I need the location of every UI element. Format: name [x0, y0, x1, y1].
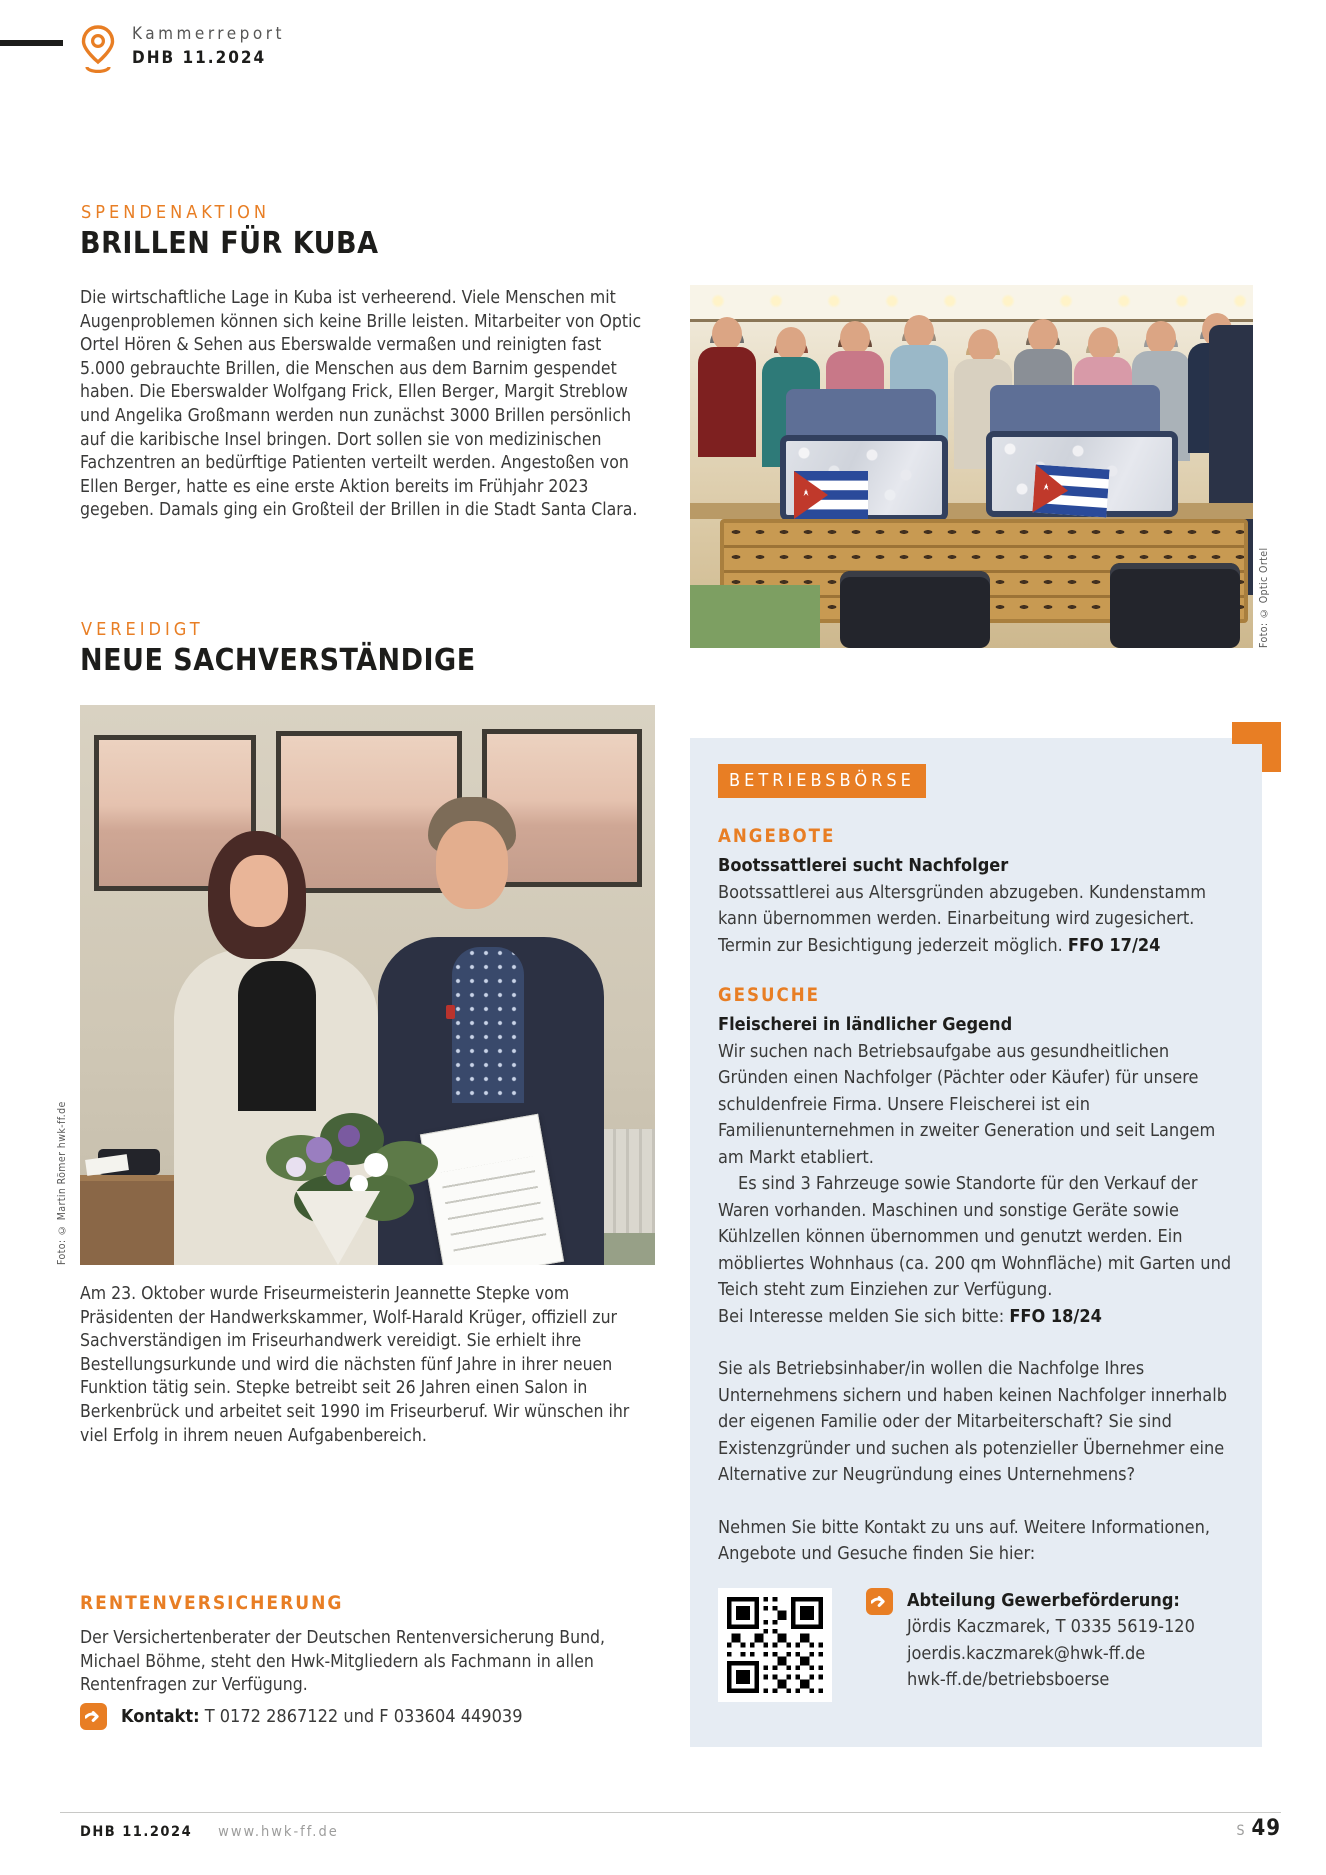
gesuche-heading: GESUCHE [718, 985, 821, 1006]
rente-contact-value: T 0172 2867122 und F 033604 449039 [204, 1705, 523, 1727]
angebote-heading: ANGEBOTE [718, 826, 836, 847]
boerse-contact-row [718, 1588, 1235, 1702]
footer-issue: DHB 11.2024 [80, 1824, 193, 1840]
cuban-flag [794, 471, 868, 519]
footer-page-prefix: S [1236, 1823, 1245, 1839]
rente-contact-row [80, 1703, 523, 1730]
arrow-icon [80, 1703, 107, 1730]
photo1-dark-suitcase [840, 571, 990, 648]
page-header [74, 24, 285, 76]
boerse-contact-line: joerdis.kaczmarek@hwk-ff.de [907, 1642, 1146, 1664]
betriebsboerse-badge: BETRIEBSBÖRSE [718, 764, 926, 798]
photo2-man-face [436, 821, 508, 909]
brand-kicker: Kammerreport [132, 24, 285, 44]
angebot-body: Bootssattlerei aus Altersgründen abzugeben. Kundenstamm kann übernommen werden. Einarbeitung wird zugesichert. Termin zur Besichtigung jederzeit möglich. FFO 17/24 [718, 881, 1207, 956]
footer-page-number: 49 [1251, 1816, 1281, 1841]
article-kuba-title: BRILLEN FÜR KUBA [80, 226, 379, 261]
gesuch-title: Fleischerei in ländlicher Gegend [718, 1014, 1013, 1035]
boerse-contact-line: hwk-ff.de/betriebsboerse [907, 1669, 1110, 1690]
gesuch-ref: FFO 18/24 [1009, 1305, 1102, 1327]
rente-body: Der Versichertenberater der Deutschen Rentenversicherung Bund, Michael Böhme, steht den Hwk-Mitgliedern als Fachmann in allen Rentenfragen zur Verfügung. [80, 1628, 606, 1696]
photo1-credit: Foto: © Optic Ortel [1258, 547, 1270, 648]
brand-text [132, 24, 285, 76]
photo2-lapel-pin [446, 1005, 455, 1019]
location-pin-icon [74, 24, 122, 76]
footer-page [1236, 1816, 1281, 1841]
article-vereidigt-title: NEUE SACHVERSTÄNDIGE [80, 643, 476, 678]
rente-contact [121, 1705, 523, 1729]
photo1-dark-suitcase [1110, 563, 1240, 648]
photo2-woman-top [238, 961, 316, 1111]
photo2-painting [276, 731, 462, 893]
photo-brillen-kuba [690, 285, 1253, 648]
gesuch-p2: Es sind 3 Fahrzeuge sowie Standorte für den Verkauf der Waren vorhanden. Maschinen und sonstige Geräte sowie Kühlzellen können übernommen und genutzt werden. Ein möbliertes Wohnhaus (ca. 200 qm Wohnfläche) mit Garten und Teich steht zum Einziehen zur Verfügung. [718, 1173, 1232, 1300]
boerse-contact-line: Jördis Kaczmarek, T 0335 5619-120 [907, 1616, 1195, 1637]
footer-rule [60, 1812, 1281, 1813]
article-kuba-kicker: SPENDENAKTION [81, 202, 271, 223]
photo2-credit: Foto: © Martin Römer hwk-ff.de [56, 1101, 68, 1265]
photo1-person [696, 327, 758, 457]
footer-left [80, 1824, 339, 1840]
article-kuba-body: Die wirtschaftliche Lage in Kuba ist verheerend. Viele Menschen mit Augenproblemen können sich keine Brille leisten. Mitarbeiter von Optic Ortel Hören & Sehen aus Eberswalde vermaßen und reinigten fast 5.000 gebrauchte Brillen, die Menschen aus dem Barnim gespendet haben. Die Eberswalder Wolfgang Frick, Ellen Berger, Margit Streblow und Angelika Großmann werden nun zunächst 3000 Brillen persönlich auf die karibische Insel bringen. Dort sollen sie von medizinischen Fachzentren an bedürftige Patienten verteilt werden. Angestoßen von Ellen Berger, hatte es eine erste Aktion bereits im Frühjahr 2023 gegeben. Damals ging ein Großteil der Brillen in die Stadt Santa Clara. [80, 288, 642, 521]
photo2-woman-face [230, 855, 288, 927]
article-vereidigt-kicker: VEREIDIGT [81, 619, 204, 640]
boerse-contact-title: Abteilung Gewerbeförderung: [907, 1589, 1180, 1611]
boerse-cta: Nehmen Sie bitte Kontakt zu uns auf. Weitere Informationen, Angebote und Gesuche finden Sie hier: [718, 1516, 1211, 1564]
boerse-appeal: Sie als Betriebsinhaber/in wollen die Nachfolge Ihres Unternehmens sichern und haben keinen Nachfolger innerhalb der eigenen Familie oder der Mitarbeiterschaft? Sie sind Existenzgründer und suchen als potenzieller Übernehmer eine Alternative zur Neugründung eines Unternehmens? [718, 1358, 1227, 1485]
boerse-contact-block [866, 1588, 1195, 1694]
boerse-contact-text [907, 1588, 1195, 1694]
qr-code [718, 1588, 832, 1702]
rente-contact-label: Kontakt: [121, 1705, 200, 1727]
gesuch-contact: Bei Interesse melden Sie sich bitte: FFO 18/24 [718, 1305, 1102, 1327]
angebot-ref: FFO 17/24 [1067, 934, 1161, 956]
photo1-carpet [690, 585, 820, 648]
gesuch-p1: Wir suchen nach Betriebsaufgabe aus gesundheitlichen Gründen einen Nachfolger (Pächter oder Käufer) für unsere schuldenfreie Firma. Unsere Fleischerei ist ein Familienunternehmen in zweiter Generation und seit Langem am Markt etabliert. [718, 1040, 1216, 1168]
photo2-man-shirt [452, 947, 524, 1103]
brand-issue: DHB 11.2024 [132, 48, 267, 68]
article-vereidigt-body: Am 23. Oktober wurde Friseurmeisterin Jeannette Stepke vom Präsidenten der Handwerkskammer, Wolf-Harald Krüger, offiziell zur Sachverständigen im Friseurhandwerk vereidigt. Sie erhielt ihre Bestellungsurkunde und wird die nächsten fünf Jahre in ihrer neuen Funktion tätig sein. Stepke betreibt seit 26 Jahren einen Salon in Berkenbrück und arbeitet seit 1990 im Friseurberuf. Wir wünschen ihr viel Erfolg in ihrem neuen Aufgabenbereich. [80, 1284, 630, 1446]
angebot-title: Bootssattlerei sucht Nachfolger [718, 855, 1009, 876]
footer-url: www.hwk-ff.de [218, 1824, 339, 1840]
rente-title: RENTENVERSICHERUNG [80, 1592, 344, 1614]
corner-accent [1232, 722, 1281, 772]
top-rule [0, 40, 63, 46]
cuban-flag [1032, 464, 1109, 517]
arrow-icon [866, 1588, 893, 1615]
photo-vereidigung [80, 705, 655, 1265]
betriebsboerse-box [690, 738, 1262, 1747]
photo1-lights [690, 291, 1253, 311]
